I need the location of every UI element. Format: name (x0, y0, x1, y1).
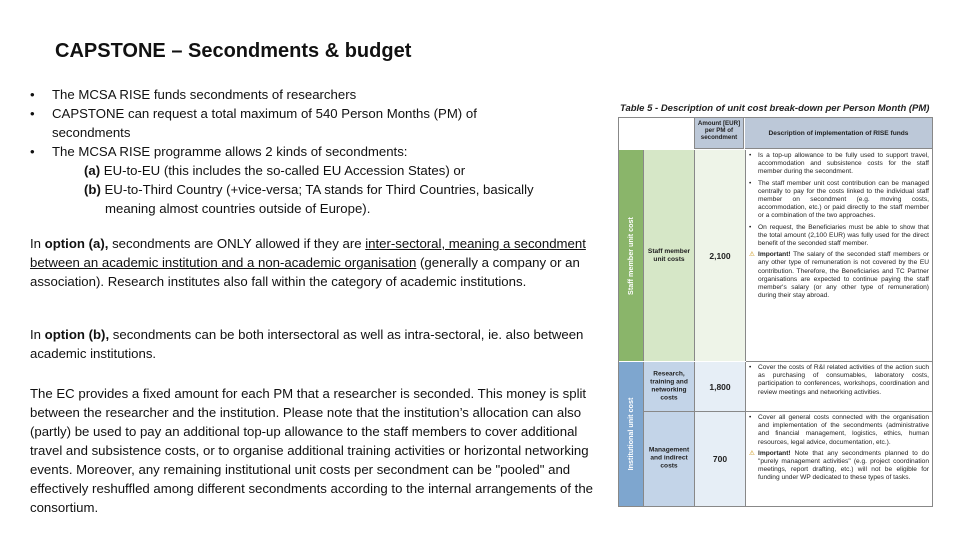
para-underlined-text: inter-sectoral, meaning a secondment between an academic institution and a non-academic organisation (30, 236, 586, 270)
warning-triangle-icon: ⚠ (749, 251, 755, 259)
category-text: Staff member unit costs (647, 247, 691, 263)
warning-triangle-icon: ⚠ (749, 449, 755, 457)
description-text: On request, the Beneficiaries must be able to show that the total amount (2,100 EUR) was fully used for the direct benefit of the seconded staff member. (758, 223, 929, 248)
bullet-dot-icon: • (749, 179, 752, 187)
amount-value: 1,800 (709, 381, 731, 392)
group-label-staff (619, 150, 644, 361)
amount-value: 2,100 (709, 250, 731, 261)
table-row-description (746, 412, 932, 506)
table-row-amount (695, 150, 746, 361)
bullet-text: CAPSTONE can request a total maximum of 540 Person Months (PM) of (52, 106, 477, 121)
table-row-category (644, 412, 695, 506)
category-text: Research, training and networking costs (650, 370, 688, 402)
bullet-item-continuation (30, 123, 590, 142)
bullet-text: The MCSA RISE funds secondments of researchers (52, 87, 357, 102)
description-text: Cover the costs of R&I related activities of the action such as purchasing of consumables, laboratory costs, participation to conferences, workshops, coordination and review meetings and networking activities. (758, 364, 929, 396)
sub-bullet-text: EU-to-EU (this includes the so-called EU Accession States) or (100, 163, 466, 178)
table-row-description (746, 150, 932, 362)
paragraph-ec-funding: The EC provides a fixed amount for each PM that a researcher is seconded. This money is split between the researcher and the institution. Please note that the institution’s allocation can also (partly) be used to pay an additional top-up allowance to the staff members to cover additional travel and subsistence costs, or to organise additional training activities or horizontal networking events. Moreover, any remaining institutional unit costs per secondment can be "pooled" and effectively reshuffled among different secondments according to the internal arrangements of the consortium. (30, 386, 594, 515)
description-bullet (746, 150, 932, 178)
bullet-text: The MCSA RISE programme allows 2 kinds of secondments: (52, 144, 408, 159)
table-header-description: Description of implementation of RISE funds (745, 118, 932, 149)
sub-bullet-a (30, 161, 590, 180)
bullet-dot-icon: • (30, 106, 35, 121)
bullet-dot-icon: • (30, 144, 35, 159)
description-text: The staff member unit cost contribution can be managed centrally to pay for the costs linked to the individual staff member on secondment (e.g. moving costs, accommodation, etc.) or paid directly to the staff member or a combination of the two approaches. (758, 179, 929, 220)
paragraph-option-a (30, 234, 595, 291)
warning-label: Important! (758, 449, 791, 457)
table-row-category (644, 150, 695, 361)
sub-bullet-b (30, 180, 590, 199)
description-text: Is a top-up allowance to be fully used to support travel, accommodation and subsistence costs for the staff member during the secondment. (758, 152, 929, 176)
warning-text: The salary of the seconded staff members or any other type of remuneration is not covered by the EU contribution. Therefore, the Beneficiaries and TC Partner organisations are expected to continue paying the staff member's salary (or any other type of remuneration) during their stay abroad. (758, 251, 929, 300)
warning-text: Note that any secondments planned to do "purely management activities" (e.g. project coordination meetings, report drafting, etc.) will not be eligible for funding under WP dedicated to these types of tasks. (758, 449, 929, 482)
para-text: (generally a company or an association). Research institutes also fall within the category of academic institutions. (30, 255, 580, 289)
sub-bullet-marker: (a) (84, 163, 101, 178)
table-row-description (746, 362, 932, 412)
description-bullet (746, 178, 932, 222)
description-bullet (746, 412, 932, 448)
amount-value: 700 (712, 453, 728, 464)
sub-bullet-b-continuation: meaning almost countries outside of Europe). (105, 201, 371, 216)
unit-cost-table (618, 117, 933, 507)
bullet-item (30, 142, 590, 161)
table-row-amount (695, 412, 746, 506)
group-label-text: Institutional unit cost (625, 397, 635, 471)
description-warning (746, 249, 932, 301)
bullet-item (30, 104, 590, 123)
table-row-category (644, 362, 695, 412)
bullet-dot-icon: • (30, 87, 35, 102)
bullet-text: secondments (52, 125, 131, 140)
warning-label: Important! (758, 251, 791, 259)
table-header-amount: Amount [EUR] per PM of secondment (694, 118, 744, 149)
table-caption: Table 5 - Description of unit cost break-down per Person Month (PM) (620, 103, 930, 114)
group-label-institutional (619, 362, 644, 506)
description-bullet (746, 362, 932, 398)
option-label: option (b), (44, 327, 110, 342)
bullet-dot-icon: • (749, 223, 752, 231)
description-warning (746, 448, 932, 484)
bullet-item (30, 85, 590, 104)
para-text: secondments are ONLY allowed if they are (108, 236, 366, 251)
description-bullet (746, 222, 932, 250)
option-label: option (a), (44, 236, 109, 251)
slide-title: CAPSTONE – Secondments & budget (55, 40, 412, 62)
para-text: secondments can be both intersectoral as well as intra-sectoral, ie. also between academic institutions. (30, 327, 584, 361)
category-text: Management and indirect costs (648, 446, 690, 471)
bullet-dot-icon: • (749, 414, 752, 421)
bullet-list (30, 85, 590, 218)
bullet-dot-icon: • (749, 364, 752, 371)
para-prefix: In (30, 327, 45, 342)
sub-bullet-text: EU-to-Third Country (+vice-versa; TA stands for Third Countries, basically (100, 182, 534, 197)
para-prefix: In (30, 236, 45, 251)
group-label-text: Staff member unit cost (625, 216, 635, 295)
table-row-amount (695, 362, 746, 412)
paragraph-option-b (30, 325, 595, 363)
sub-bullet-marker: (b) (84, 182, 101, 197)
bullet-dot-icon: • (749, 152, 752, 159)
description-text: Cover all general costs connected with the organisation and implementation of the secondments (administrative and financial management, logistics, ethics, human resources, legal advice, documentation, etc.). (758, 414, 929, 446)
